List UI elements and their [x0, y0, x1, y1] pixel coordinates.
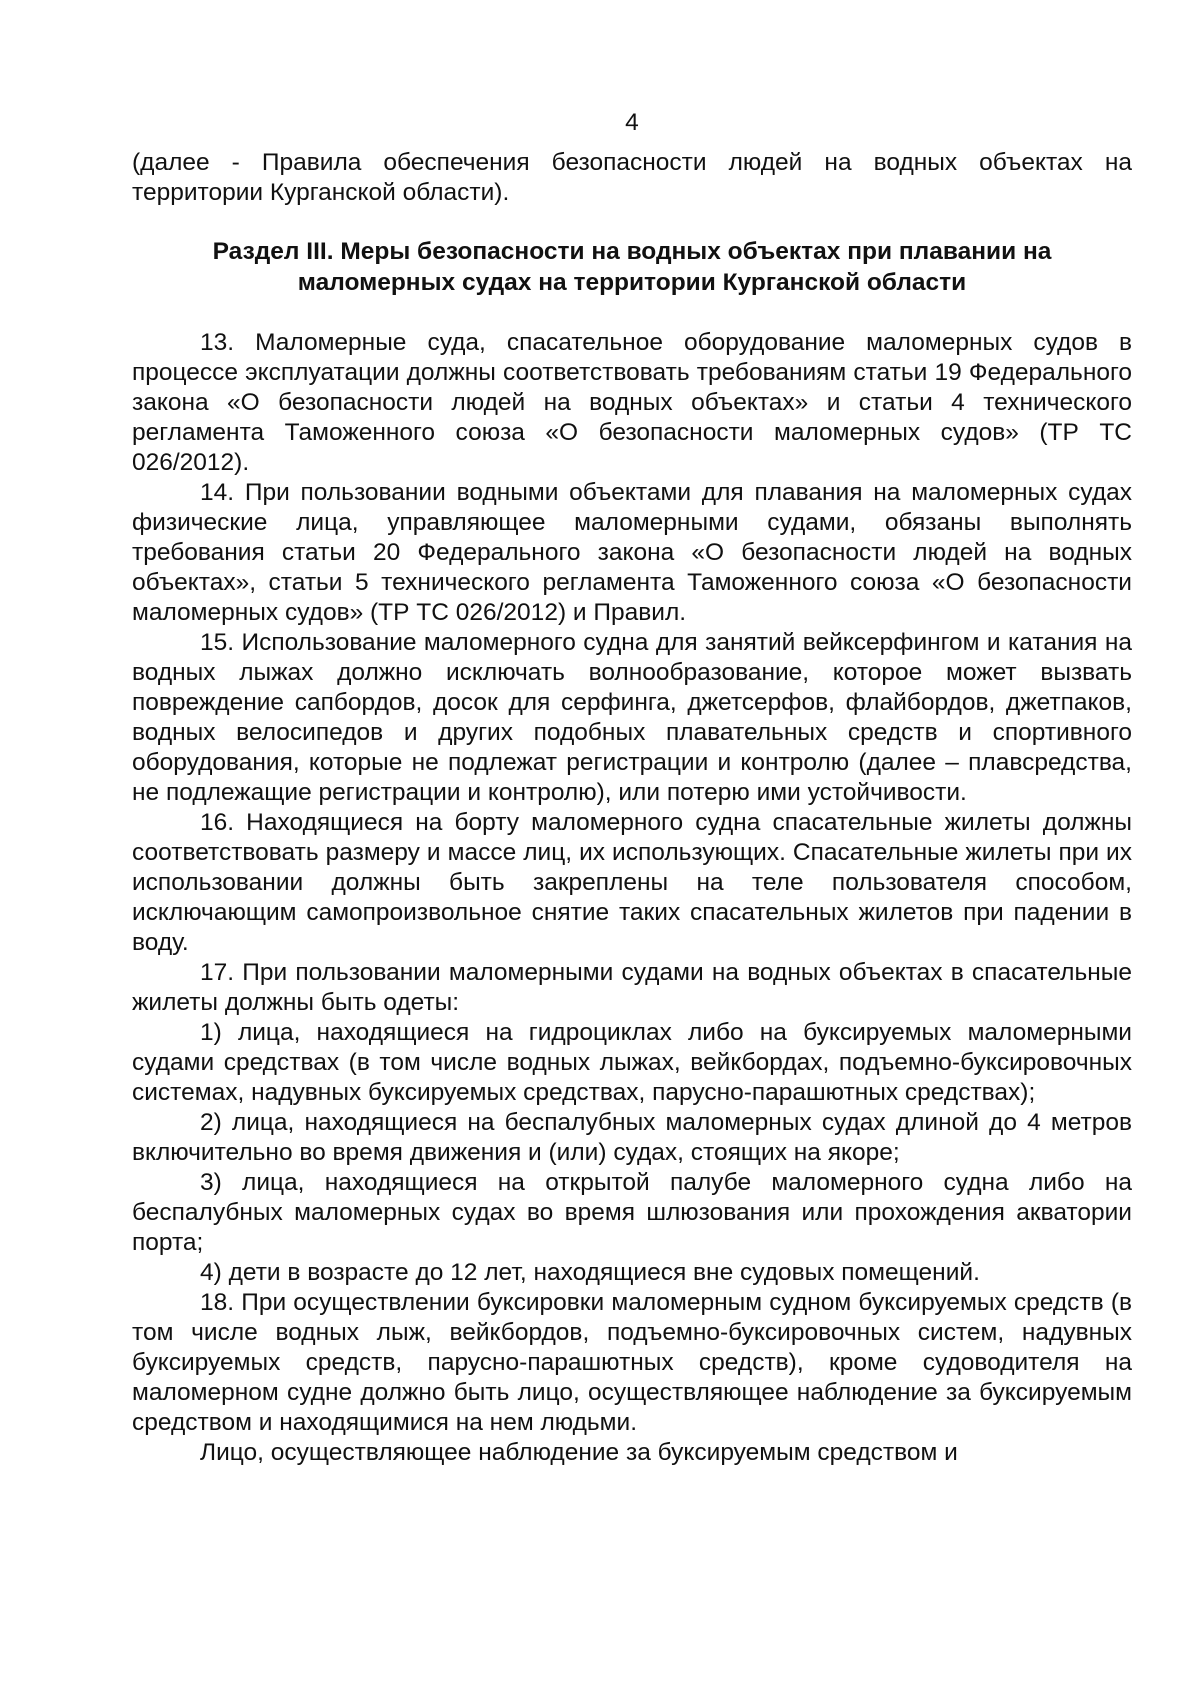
section-title-line-2: маломерных судах на территории Курганской области: [297, 269, 967, 296]
list-item-2: 2) лица, находящиеся на беспалубных маломерных судах длиной до 4 метров включительно во время движения и (или) судах, стоящих на якоре;: [132, 1109, 1132, 1166]
paragraph-15: 15. Использование маломерного судна для занятий вейксерфингом и катания на водных лыжах должно исключать волнообразование, которое может вызвать повреждение сапбордов, досок для серфинга, джетсерфов, флайбордов, джетпаков, водных велосипедов и других подобных плавательных средств и спортивного оборудования, которые не подлежат регистрации и контролю (далее – плавсредства, не подлежащие регистрации и контролю), или потерю ими устойчивости.: [132, 629, 1132, 806]
paragraph-16: 16. Находящиеся на борту маломерного судна спасательные жилеты должны соответствовать размеру и массе лиц, их использующих. Спасательные жилеты при их использовании должны быть закреплены на теле пользователя способом, исключающим самопроизвольное снятие таких спасательных жилетов при падении в воду.: [132, 809, 1132, 956]
paragraph-13: 13. Маломерные суда, спасательное оборудование маломерных судов в процессе эксплуатации должны соответствовать требованиям статьи 19 Федерального закона «О безопасности людей на водных объектах» и статьи 4 технического регламента Таможенного союза «О безопасности маломерных судов» (ТР ТС 026/2012).: [132, 329, 1132, 476]
section-title-line-1: Раздел III. Меры безопасности на водных объектах при плавании на: [212, 238, 1052, 265]
intro-paragraph: (далее - Правила обеспечения безопасности людей на водных объектах на территории Курганской области).: [132, 149, 1132, 206]
paragraph-14: 14. При пользовании водными объектами для плавания на маломерных судах физические лица, управляющее маломерными судами, обязаны выполнять требования статьи 20 Федерального закона «О безопасности людей на водных объектах», статьи 5 технического регламента Таможенного союза «О безопасности маломерных судов» (ТР ТС 026/2012) и Правил.: [132, 479, 1132, 626]
list-item-3: 3) лица, находящиеся на открытой палубе маломерного судна либо на беспалубных маломерных судах во время шлюзования или прохождения акватории порта;: [132, 1169, 1132, 1256]
page-number: 4: [625, 109, 639, 136]
list-item-1: 1) лица, находящиеся на гидроциклах либо на буксируемых маломерными судами средствах (в том числе водных лыжах, вейкбордах, подъемно-буксировочных системах, надувных буксируемых средствах, парусно-парашютных средствах);: [132, 1019, 1132, 1106]
paragraph-18: 18. При осуществлении буксировки маломерным судном буксируемых средств (в том числе водных лыж, вейкбордов, подъемно-буксировочных систем, надувных буксируемых средств, парусно-парашютных средств), кроме судоводителя на маломерном судне должно быть лицо, осуществляющее наблюдение за буксируемым средством и находящимися на нем людьми.: [132, 1289, 1132, 1436]
list-item-4: 4) дети в возрасте до 12 лет, находящиеся вне судовых помещений.: [200, 1259, 980, 1286]
paragraph-17: 17. При пользовании маломерными судами на водных объектах в спасательные жилеты должны быть одеты:: [132, 959, 1132, 1016]
section-title: [132, 236, 1132, 298]
document-page: [132, 108, 1132, 1468]
paragraph-continuation: Лицо, осуществляющее наблюдение за буксируемым средством и: [200, 1439, 958, 1466]
